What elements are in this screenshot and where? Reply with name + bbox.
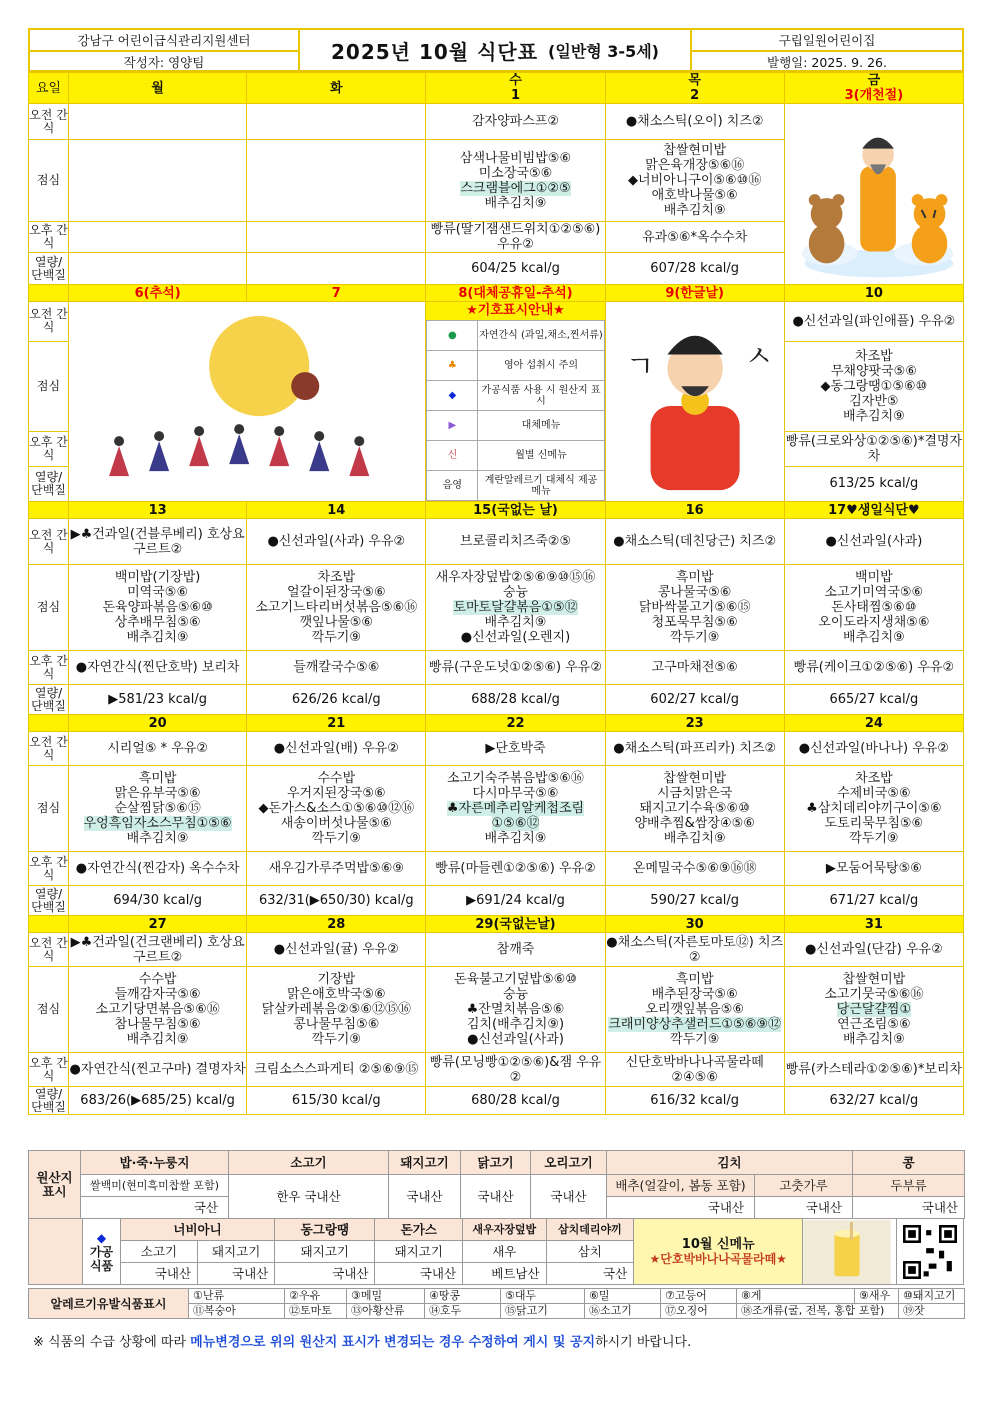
date-label: 17♥생일식단♥ <box>784 502 963 519</box>
lunch-menu: 흑미밥 배추된장국⑤⑥ 오리깻잎볶음⑤⑥ 크래미양상추샐러드①⑤⑥⑨⑫ 깍두기⑨ <box>605 967 784 1053</box>
lunch-menu: 찹쌀현미밥 맑은육개장⑤⑥⑯ ◆너비아니구이⑤⑥⑩⑯ 애호박나물⑤⑥ 배추김치⑨ <box>605 140 784 222</box>
allergy-label: 알레르기유발식품표시 <box>29 1289 189 1319</box>
kcal-value: 602/27 kcal/g <box>605 685 784 715</box>
weekday-fri: 금 3(개천절) <box>784 73 963 104</box>
sejong-icon <box>606 307 784 495</box>
legend-title: ★기호표시안내★ <box>426 302 604 320</box>
cell-empty <box>29 502 69 519</box>
am-snack: ●신선과일(사과) 우유② <box>247 519 426 565</box>
proc-val: 국내산 <box>275 1263 375 1285</box>
allergy-item: ⑤대두 <box>501 1289 585 1304</box>
chuseok-illustration <box>69 302 426 502</box>
pm-snack: 빵류(카스테라①②⑤⑥)*보리차 <box>784 1053 963 1087</box>
allergy-item: ⑭호두 <box>425 1304 501 1319</box>
lunch-menu: 차조밥 무채양팟국⑤⑥ ◆동그랑땡①⑤⑥⑩ 김자반⑤ 배추김치⑨ <box>784 341 963 432</box>
kcal-value: 688/28 kcal/g <box>426 685 605 715</box>
header <box>28 28 964 72</box>
origin-pork-val: 국내산 <box>389 1175 461 1219</box>
pm-snack: ●자연간식(찐감자) 옥수수차 <box>69 852 247 886</box>
cell-empty <box>29 285 69 302</box>
date-label: 14 <box>247 502 426 519</box>
lunch-menu: 새우자장덮밥②⑤⑥⑨⑩⑮⑯ 숭늉 토마토달걀볶음①⑤⑫ 배추김치⑨ ●신선과일(오렌지) <box>426 565 605 651</box>
allergy-item: ⑪복숭아 <box>189 1304 285 1319</box>
label-lunch: 점심 <box>29 341 69 432</box>
label-day: 요일 <box>29 73 69 104</box>
allergy-item: ⑧게 <box>737 1289 855 1304</box>
label-lunch: 점심 <box>29 565 69 651</box>
pm-snack: 빵류(크로와상①②⑤⑥)*결명자차 <box>784 432 963 466</box>
allergy-item: ⑮닭고기 <box>501 1304 585 1319</box>
origin-rice: 밥·죽·누룽지 <box>81 1151 229 1175</box>
am-snack: 브로콜리치즈죽②⑤ <box>426 519 605 565</box>
kcal-value: 607/28 kcal/g <box>605 253 784 285</box>
origin-label: 원산지 표시 <box>29 1151 81 1219</box>
origin-chicken-val: 국내산 <box>461 1175 531 1219</box>
kcal-value: 613/25 kcal/g <box>784 466 963 501</box>
svg-text:ㅅ: ㅅ <box>744 339 773 375</box>
date-label: 29(국없는날) <box>426 916 605 933</box>
label-am: 오전 간식 <box>29 933 69 967</box>
date-label: 24 <box>784 715 963 732</box>
allergy-item: ②우유 <box>285 1289 347 1304</box>
kcal-value: 665/27 kcal/g <box>784 685 963 715</box>
proc-sub: 새우 <box>463 1241 546 1263</box>
lunch-menu: 차조밥 얼갈이된장국⑤⑥ 소고기느타리버섯볶음⑤⑥⑯ 깻잎나물⑤⑥ 깍두기⑨ <box>247 565 426 651</box>
allergy-item: ⑯소고기 <box>585 1304 661 1319</box>
lunch-menu: 소고기숙주볶음밥⑤⑥⑯ 다시마무국⑤⑥ ♣자른메추리알케첩조림 ①⑤⑥⑫ 배추김치⑨ <box>426 766 605 852</box>
am-snack: ●신선과일(단감) 우유② <box>784 933 963 967</box>
pm-snack: 새우김가루주먹밥⑤⑥⑨ <box>247 852 426 886</box>
am-snack: ●채소스틱(파프리카) 치즈② <box>605 732 784 766</box>
proc-val: 베트남산 <box>463 1263 546 1285</box>
date-label: 13 <box>69 502 247 519</box>
date-label: 16 <box>605 502 784 519</box>
allergy-item: ④땅콩 <box>425 1289 501 1304</box>
lunch-menu: 찹쌀현미밥 시금치맑은국 돼지고기수육⑤⑥⑩ 양배추찜&쌈장④⑤⑥ 배추김치⑨ <box>605 766 784 852</box>
pm-snack: 온메밀국수⑤⑥⑨⑯⑱ <box>605 852 784 886</box>
date-label: 28 <box>247 916 426 933</box>
date-label: 9(한글날) <box>605 285 784 302</box>
lunch-menu: 흑미밥 맑은유부국⑤⑥ 순살찜닭⑤⑥⑮ 우엉흑임자소스무침①⑤⑥ 배추김치⑨ <box>69 766 247 852</box>
label-am: 오전 간식 <box>29 302 69 342</box>
page-title: 2025년 10월 식단표 <box>331 39 539 64</box>
label-kcal: 열량/ 단백질 <box>29 1087 69 1115</box>
kcal-value: 616/32 kcal/g <box>605 1087 784 1115</box>
label-lunch: 점심 <box>29 766 69 852</box>
am-snack: ●신선과일(귤) 우유② <box>247 933 426 967</box>
kcal-value: 632/27 kcal/g <box>784 1087 963 1115</box>
cell-empty <box>247 253 426 285</box>
dangun-icon <box>785 105 963 283</box>
origin-bean: 콩 <box>853 1151 965 1175</box>
proc-sub: 돼지고기 <box>275 1241 375 1263</box>
am-snack: ▶단호박죽 <box>426 732 605 766</box>
am-snack: ●신선과일(파인애플) 우유② <box>784 302 963 342</box>
origin-beef-val: 한우 국내산 <box>229 1175 389 1219</box>
origin-bean-a: 두부류 <box>853 1175 965 1197</box>
allergy-item: ③메밀 <box>347 1289 425 1304</box>
kcal-value: 626/26 kcal/g <box>247 685 426 715</box>
lunch-menu: 수수밥 들깨감자국⑤⑥ 소고기당면볶음⑤⑥⑯ 참나물무침⑤⑥ 배추김치⑨ <box>69 967 247 1053</box>
allergy-table <box>28 1288 965 1319</box>
proc-sub: 삼치 <box>546 1241 634 1263</box>
processed-table <box>28 1218 964 1285</box>
origin-bean-a-val: 국내산 <box>853 1197 965 1219</box>
cell-empty <box>247 140 426 222</box>
date-label: 6(추석) <box>69 285 247 302</box>
date-label: 22 <box>426 715 605 732</box>
origin-kimchi-b: 고춧가루 <box>755 1175 853 1197</box>
am-snack: ●신선과일(사과) <box>784 519 963 565</box>
label-lunch: 점심 <box>29 967 69 1053</box>
svg-text:ㄱ: ㄱ <box>625 349 655 385</box>
pm-snack: 유과⑤⑥*옥수수차 <box>605 222 784 253</box>
date-label: 30 <box>605 916 784 933</box>
pm-snack: 고구마채전⑤⑥ <box>605 651 784 685</box>
new-menu: 10월 신메뉴 ★단호박바나나곡물라떼★ <box>634 1219 803 1285</box>
proc-name: 동그랑땡 <box>275 1219 375 1241</box>
menu-grid <box>28 72 964 1115</box>
lunch-menu: 백미밥(기장밥) 미역국⑤⑥ 돈육양파볶음⑤⑥⑩ 상추배무침⑤⑥ 배추김치⑨ <box>69 565 247 651</box>
kcal-value: 683/26(▶685/25) kcal/g <box>69 1087 247 1115</box>
label-am: 오전 간식 <box>29 732 69 766</box>
am-snack: ▶♣건과일(건크랜베리) 호상요구르트② <box>69 933 247 967</box>
cell-empty <box>69 104 247 140</box>
lunch-menu: 백미밥 소고기미역국⑤⑥ 돈사태찜⑤⑥⑩ 오이도라지생채⑤⑥ 배추김치⑨ <box>784 565 963 651</box>
issue-date: 발행일: 2025. 9. 26. <box>767 55 887 70</box>
am-snack: ●채소스틱(데친당근) 치즈② <box>605 519 784 565</box>
cell-empty <box>69 140 247 222</box>
lunch-menu: 흑미밥 콩나물국⑤⑥ 닭바싹불고기⑤⑥⑮ 청포묵무침⑤⑥ 깍두기⑨ <box>605 565 784 651</box>
date-label: 8(대체공휴일-추석) <box>426 285 605 302</box>
holiday-illustration-foundation <box>784 104 963 285</box>
allergy-item: ⑱조개류(굴, 전복, 홍합 포함) <box>737 1304 899 1319</box>
latte-icon <box>803 1220 891 1284</box>
allergy-item: ⑲잣 <box>899 1304 965 1319</box>
cell-empty <box>247 104 426 140</box>
origin-chicken: 닭고기 <box>461 1151 531 1175</box>
date-label: 7 <box>247 285 426 302</box>
label-pm: 오후 간식 <box>29 651 69 685</box>
cell-empty <box>29 715 69 732</box>
weekday-wed: 수 1 <box>426 73 605 104</box>
kcal-value: 604/25 kcal/g <box>426 253 605 285</box>
proc-sub: 돼지고기 <box>198 1241 275 1263</box>
allergy-item: ①난류 <box>189 1289 285 1304</box>
label-pm: 오후 간식 <box>29 852 69 886</box>
proc-name: 돈가스 <box>375 1219 463 1241</box>
am-snack: ●신선과일(바나나) 우유② <box>784 732 963 766</box>
date-label: 21 <box>247 715 426 732</box>
label-pm: 오후 간식 <box>29 1053 69 1087</box>
date-label: 20 <box>69 715 247 732</box>
lunch-menu: 기장밥 맑은애호박국⑤⑥ 닭살카레볶음②⑤⑥⑫⑮⑯ 콩나물무침⑤⑥ 깍두기⑨ <box>247 967 426 1053</box>
proc-val: 국내산 <box>375 1263 463 1285</box>
origin-pork: 돼지고기 <box>389 1151 461 1175</box>
pm-snack: ●자연간식(찐고구마) 결명자차 <box>69 1053 247 1087</box>
weekday-mon: 월 <box>69 73 247 104</box>
origin-duck: 오리고기 <box>531 1151 607 1175</box>
legend-table: ● 자연간식 (과일,채소,찐서류) ♣ 영아 섭취시 주의 ◆ 가공식품 사용 시 원산지 표시 ▶ 대체메뉴 신 월별 신메뉴 음영 계란알레르기 대체식 제공 메뉴 <box>426 320 604 501</box>
allergy-item: ⑥밀 <box>585 1289 661 1304</box>
proc-val: 국산 <box>546 1263 634 1285</box>
label-lunch: 점심 <box>29 140 69 222</box>
kcal-value: ▶691/24 kcal/g <box>426 886 605 916</box>
allergy-item: ⑬아황산류 <box>347 1304 425 1319</box>
pm-snack: 크림소스스파게티 ②⑤⑥⑨⑮ <box>247 1053 426 1087</box>
pm-snack: ●자연간식(찐단호박) 보리차 <box>69 651 247 685</box>
allergy-item: ⑰오징어 <box>661 1304 737 1319</box>
allergy-item: ⑦고등어 <box>661 1289 737 1304</box>
am-snack: 시리얼⑤ * 우유② <box>69 732 247 766</box>
proc-name: 삼치데리야끼 <box>546 1219 634 1241</box>
lunch-menu: 돈육불고기덮밥⑤⑥⑩ 숭늉 ♣잔멸치볶음⑤⑥ 김치(배추김치⑨) ●신선과일(사과) <box>426 967 605 1053</box>
kcal-value: 590/27 kcal/g <box>605 886 784 916</box>
lunch-menu: 차조밥 수제비국⑤⑥ ♣삼치데리야끼구이⑤⑥ 도토리묵무침⑤⑥ 깍두기⑨ <box>784 766 963 852</box>
lunch-menu: 찹쌀현미밥 소고기뭇국⑤⑥⑯ 당근달걀찜① 연근조림⑤⑥ 배추김치⑨ <box>784 967 963 1053</box>
allergy-item: ⑩돼지고기 <box>899 1289 965 1304</box>
label-kcal: 열량/ 단백질 <box>29 685 69 715</box>
hangul-day-illustration <box>605 302 784 502</box>
origin-kimchi: 김치 <box>607 1151 853 1175</box>
kcal-value: 694/30 kcal/g <box>69 886 247 916</box>
origin-table <box>28 1150 965 1219</box>
legend-cell <box>426 302 605 502</box>
origin-rice-sub: 쌀백미(현미흑미찹쌀 포함) <box>81 1175 229 1197</box>
cell-empty <box>69 253 247 285</box>
label-pm: 오후 간식 <box>29 222 69 253</box>
date-label: 27 <box>69 916 247 933</box>
label-pm: 오후 간식 <box>29 432 69 466</box>
weekday-thu: 목 2 <box>605 73 784 104</box>
pm-snack: 빵류(딸기잼샌드위치①②⑤⑥) 우유② <box>426 222 605 253</box>
pm-snack: 신단호박바나나곡물라떼 ②④⑤⑥ <box>605 1053 784 1087</box>
proc-val: 국내산 <box>198 1263 275 1285</box>
proc-label: ◆ 가공 식품 <box>83 1219 121 1285</box>
center-name: 구립일원어린이집 <box>692 30 962 52</box>
proc-sub: 돼지고기 <box>375 1241 463 1263</box>
pm-snack: ▶모둠어묵탕⑤⑥ <box>784 852 963 886</box>
date-label: 10 <box>784 285 963 302</box>
label-am: 오전 간식 <box>29 104 69 140</box>
kcal-value: 632/31(▶650/30) kcal/g <box>247 886 426 916</box>
kcal-value: 615/30 kcal/g <box>247 1087 426 1115</box>
moon-dancers-icon <box>69 306 425 496</box>
lunch-menu: 삼색나물비빔밥⑤⑥ 미소장국⑤⑥ 스크램블에그①②⑤ 배추김치⑨ <box>426 140 605 222</box>
am-snack: ▶♣건과일(건블루베리) 호상요구르트② <box>69 519 247 565</box>
origin-duck-val: 국내산 <box>531 1175 607 1219</box>
footnote: ※ 식품의 수급 상황에 따라 메뉴변경으로 위의 원산지 표시가 변경되는 경우 수정하여 게시 및 공지하시기 바랍니다. <box>33 1335 692 1350</box>
date-label: 15(국없는 날) <box>426 502 605 519</box>
am-snack: ●신선과일(배) 우유② <box>247 732 426 766</box>
pm-snack: 빵류(케이크①②⑤⑥) 우유② <box>784 651 963 685</box>
origin-kimchi-a-val: 국내산 <box>607 1197 755 1219</box>
cell-empty <box>247 222 426 253</box>
cell-empty <box>29 1219 83 1285</box>
lunch-menu: 수수밥 우거지된장국⑤⑥ ◆돈가스&소스①⑤⑥⑩⑫⑯ 새송이버섯나물⑤⑥ 깍두기⑨ <box>247 766 426 852</box>
qr-code-icon <box>903 1225 957 1279</box>
am-snack: 참깨죽 <box>426 933 605 967</box>
latte-photo <box>803 1219 897 1285</box>
label-am: 오전 간식 <box>29 519 69 565</box>
label-kcal: 열량/ 단백질 <box>29 886 69 916</box>
proc-val: 국내산 <box>120 1263 197 1285</box>
cell-empty <box>69 222 247 253</box>
allergy-item: ⑫토마토 <box>285 1304 347 1319</box>
pm-snack: 빵류(마들렌①②⑤⑥) 우유② <box>426 852 605 886</box>
proc-name: 너비아니 <box>120 1219 274 1241</box>
origin-kimchi-b-val: 국내산 <box>755 1197 853 1219</box>
proc-sub: 소고기 <box>120 1241 197 1263</box>
author: 작성자: 영양팀 <box>123 55 205 70</box>
label-kcal: 열량/ 단백질 <box>29 253 69 285</box>
qr-code[interactable] <box>897 1219 964 1285</box>
cell-empty <box>29 916 69 933</box>
am-snack: ●채소스틱(자른토마토⑫) 치즈② <box>606 934 784 965</box>
am-snack: ●채소스틱(오이) 치즈② <box>605 104 784 140</box>
kcal-value: 671/27 kcal/g <box>784 886 963 916</box>
allergy-item: ⑨새우 <box>855 1289 899 1304</box>
date-label: 31 <box>784 916 963 933</box>
origin-kimchi-a: 배추(얼갈이, 봄동 포함) <box>607 1175 755 1197</box>
org-name: 강남구 어린이급식관리지원센터 <box>30 30 298 52</box>
pm-snack: 빵류(모닝빵①②⑤⑥)&잼 우유② <box>426 1053 605 1087</box>
origin-beef: 소고기 <box>229 1151 389 1175</box>
origin-rice-val: 국산 <box>81 1197 229 1219</box>
weekday-tue: 화 <box>247 73 426 104</box>
pm-snack: 들깨칼국수⑤⑥ <box>247 651 426 685</box>
page-subtitle: (일반형 3-5세) <box>548 41 659 61</box>
label-kcal: 열량/ 단백질 <box>29 466 69 501</box>
kcal-value: 680/28 kcal/g <box>426 1087 605 1115</box>
pm-snack: 빵류(구운도넛①②⑤⑥) 우유② <box>426 651 605 685</box>
am-snack: 감자양파스프② <box>426 104 605 140</box>
proc-name: 새우자장덮밥 <box>463 1219 546 1241</box>
kcal-value: ▶581/23 kcal/g <box>69 685 247 715</box>
date-label: 23 <box>605 715 784 732</box>
